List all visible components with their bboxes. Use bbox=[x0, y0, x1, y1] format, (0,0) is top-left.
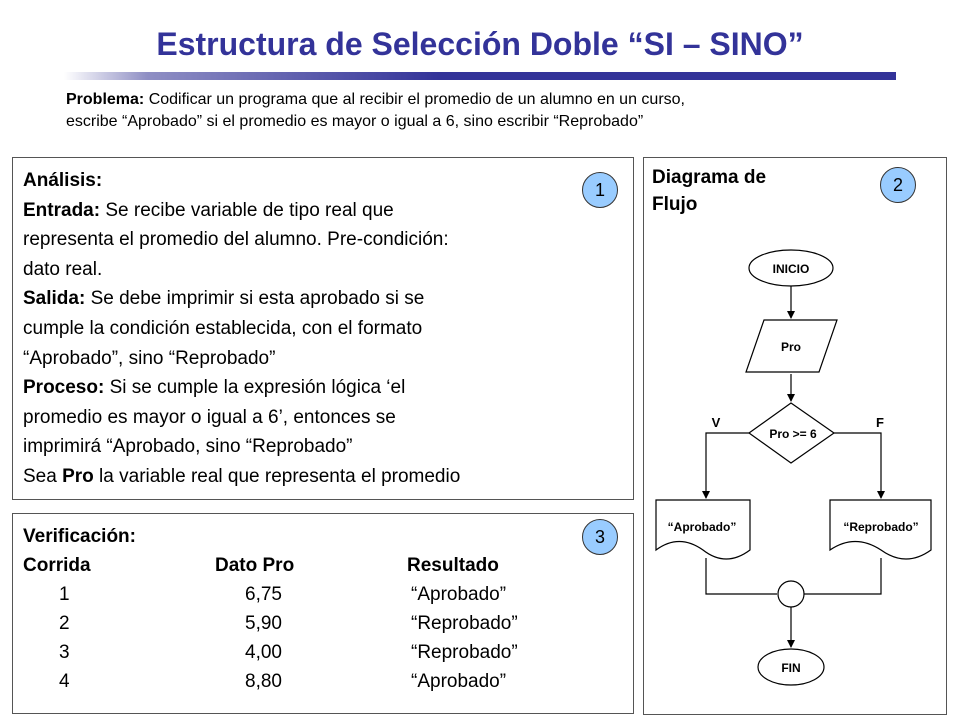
flowchart-title-line-2: Flujo bbox=[652, 194, 698, 215]
header-dato-pro: Dato Pro bbox=[215, 555, 295, 576]
page-title: Estructura de Selección Doble “SI – SINO” bbox=[156, 26, 804, 62]
end-label: FIN bbox=[781, 661, 801, 675]
step-badge-3: 3 bbox=[582, 519, 618, 555]
flowchart-title bbox=[652, 164, 822, 218]
header-corrida: Corrida bbox=[23, 555, 91, 576]
table-row bbox=[23, 667, 583, 696]
variable-name: Pro bbox=[62, 465, 94, 487]
true-branch-label: V bbox=[711, 415, 721, 430]
analysis-salida: Salida: Se debe imprimir si esta aprobado si se bbox=[23, 288, 425, 310]
analysis-entrada-3: dato real. bbox=[23, 258, 103, 280]
table-row bbox=[23, 609, 583, 638]
analysis-entrada-2: representa el promedio del alumno. Pre-condición: bbox=[23, 229, 449, 251]
arrow-false-branch bbox=[834, 433, 881, 498]
run-result: “Reprobado” bbox=[411, 642, 518, 663]
problem-text-1: Codificar un programa que al recibir el promedio de un alumno en un curso, bbox=[144, 91, 685, 108]
analysis-heading: Análisis: bbox=[23, 170, 103, 191]
run-number: 3 bbox=[59, 642, 70, 663]
analysis-variable-note: Sea Pro la variable real que representa el promedio bbox=[23, 465, 461, 487]
analysis-proceso: Proceso: Si se cumple la expresión lógica ‘el bbox=[23, 377, 406, 399]
header-resultado: Resultado bbox=[407, 555, 499, 576]
problem-statement bbox=[66, 89, 926, 133]
problem-line-1 bbox=[66, 89, 926, 111]
analysis-panel bbox=[12, 157, 634, 500]
entrada-label: Entrada: bbox=[23, 199, 101, 221]
problem-line-2: escribe “Aprobado” si el promedio es mayor o igual a 6, sino escribir “Reprobado” bbox=[66, 113, 644, 130]
proceso-label: Proceso: bbox=[23, 377, 105, 399]
run-number: 4 bbox=[59, 671, 70, 692]
flowchart bbox=[644, 158, 946, 714]
verification-heading-row bbox=[23, 522, 583, 551]
verification-heading: Verificación: bbox=[23, 526, 136, 547]
condition-label: Pro >= 6 bbox=[769, 427, 817, 441]
run-value: 4,00 bbox=[245, 642, 282, 663]
output-reprobado-label: “Reprobado” bbox=[843, 520, 919, 534]
run-result: “Aprobado” bbox=[411, 584, 507, 605]
analysis-proceso-3: imprimirá “Aprobado, sino “Reprobado” bbox=[23, 436, 353, 458]
step-badge-1: 1 bbox=[582, 172, 618, 208]
output-aprobado-label: “Aprobado” bbox=[667, 520, 737, 534]
arrow-true-branch bbox=[706, 433, 749, 498]
flowchart-title-line-1: Diagrama de bbox=[652, 167, 767, 188]
analysis-proceso-2: promedio es mayor o igual a 6’, entonces se bbox=[23, 406, 396, 428]
line-false-to-merge bbox=[804, 558, 881, 594]
analysis-text bbox=[23, 166, 583, 492]
run-value: 5,90 bbox=[245, 613, 282, 634]
run-value: 6,75 bbox=[245, 584, 282, 605]
salida-label: Salida: bbox=[23, 288, 86, 310]
title-underline bbox=[64, 72, 896, 80]
verification-table bbox=[23, 522, 583, 696]
table-row bbox=[23, 580, 583, 609]
line-true-to-merge bbox=[706, 558, 777, 594]
run-number: 2 bbox=[59, 613, 70, 634]
analysis-entrada: Entrada: Se recibe variable de tipo real que bbox=[23, 199, 394, 221]
run-value: 8,80 bbox=[245, 671, 282, 692]
table-row bbox=[23, 638, 583, 667]
analysis-salida-3: “Aprobado”, sino “Reprobado” bbox=[23, 347, 276, 369]
merge-connector bbox=[778, 581, 804, 607]
run-number: 1 bbox=[59, 584, 70, 605]
false-branch-label: F bbox=[876, 415, 884, 430]
run-result: “Reprobado” bbox=[411, 613, 518, 634]
analysis-salida-2: cumple la condición establecida, con el formato bbox=[23, 317, 423, 339]
run-result: “Aprobado” bbox=[411, 671, 507, 692]
flowchart-panel bbox=[643, 157, 947, 715]
step-badge-2: 2 bbox=[880, 167, 916, 203]
start-label: INICIO bbox=[772, 262, 810, 276]
problem-label: Problema: bbox=[66, 91, 145, 108]
verification-header-row bbox=[23, 551, 583, 580]
input-label: Pro bbox=[780, 340, 802, 354]
verification-panel bbox=[12, 513, 634, 714]
